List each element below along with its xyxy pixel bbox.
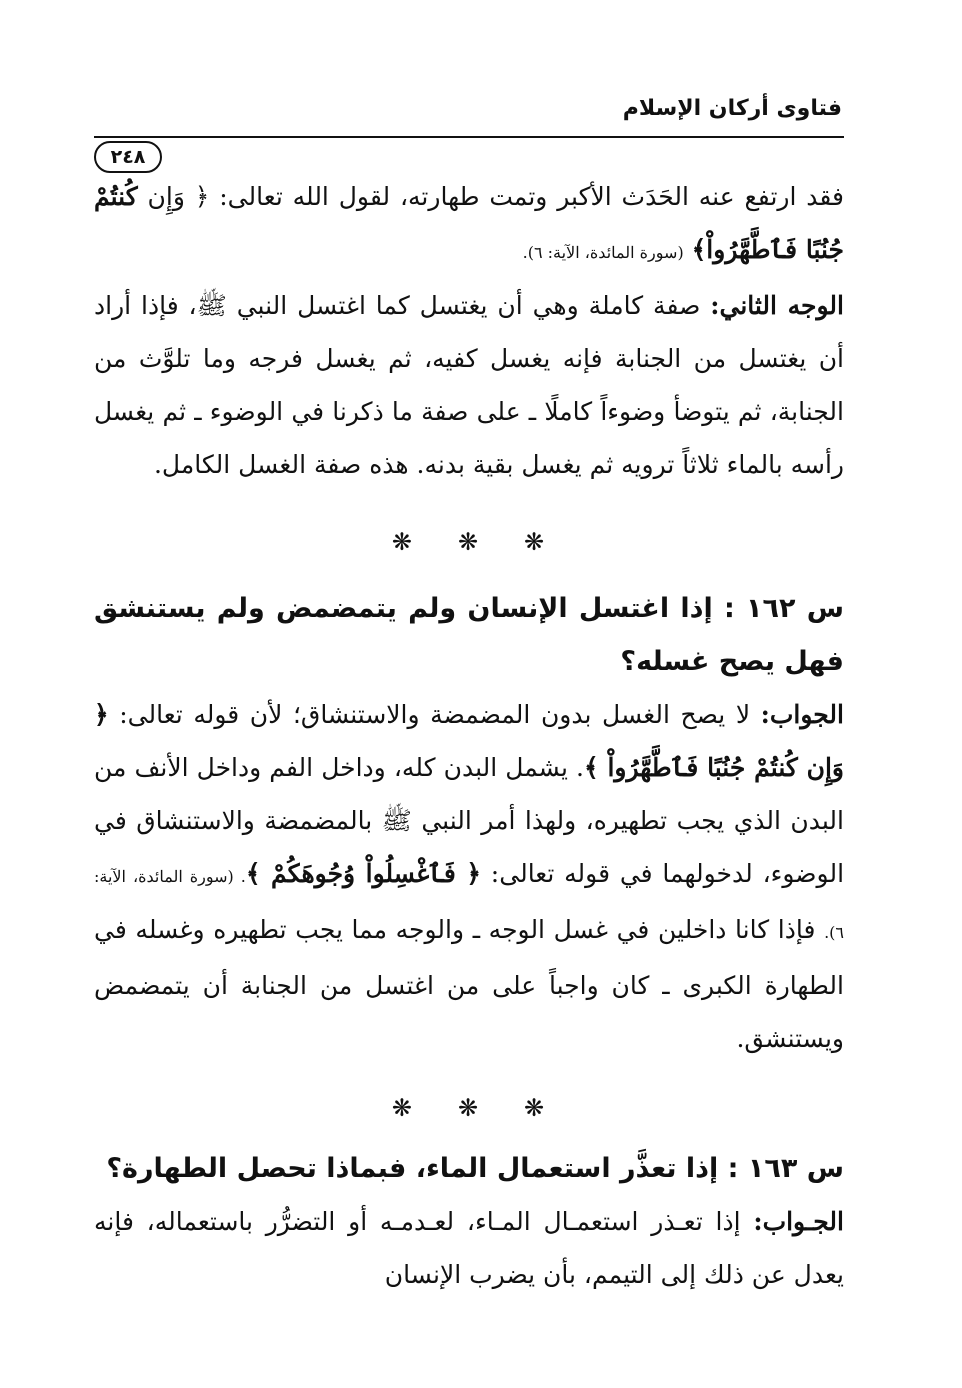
question-number: ١٦٣: [747, 1153, 798, 1184]
page-number: ٢٤٨: [94, 141, 162, 173]
paragraph-1: [94, 170, 844, 279]
divider-star: ❋: [524, 1094, 547, 1122]
verse-citation: (سورة المائدة، الآية: ٦).: [522, 243, 684, 262]
answer-paragraph: [94, 688, 844, 1065]
divider-star: ❋: [524, 528, 547, 556]
answer-paragraph: [94, 1195, 844, 1301]
answer-label: الجـواب:: [753, 1207, 844, 1236]
paragraph-1-text: فقد ارتفع عنه الحَدَث الأكبر وتمت طهارته، لقول الله تعالى: ﴿ وَإِن: [147, 182, 844, 211]
answer-text: فإذا كانا داخلين في غسل الوجه ـ والوجه مما يجب تطهيره وغسله في الطهارة الكبرى ـ كان واجباً على من اغتسل من الجنابة أن يتمضمض ويستنشق.: [94, 915, 844, 1053]
question-prefix: س: [806, 593, 844, 624]
quran-verse: ﴿ فَٱغْسِلُواْ وُجُوهَكُمْ ﴾: [245, 859, 481, 888]
divider-star: ❋: [457, 528, 481, 556]
divider-star: ❋: [391, 528, 414, 556]
quran-verse: كُنتُمْ جُنُبًا فَٱطَّهَّرُواْ﴾: [94, 182, 844, 264]
question-prefix: س: [806, 1153, 844, 1184]
answer-label: الجواب:: [760, 700, 844, 729]
question-text: إذا تعذَّر استعمال الماء، فبماذا تحصل الطهارة؟: [106, 1153, 719, 1184]
question-text: إذا اغتسل الإنسان ولم يتمضمض ولم يستنشق فهل يصح غسله؟: [94, 593, 844, 677]
answer-text: إذا تعـذر استعمـال المـاء، لعـدمـه أو التضرُّر باستعماله، فإنه يعدل عن ذلك إلى التيمم، بأن يضرب الإنسان: [94, 1207, 844, 1289]
paragraph-2: [94, 279, 844, 491]
question-heading: س ١٦٣ : إذا تعذَّر استعمال الماء، فبماذا تحصل الطهارة؟: [106, 1153, 844, 1184]
running-header-title: فتاوى أركان الإسلام: [622, 96, 842, 121]
question-number: ١٦٢: [746, 593, 796, 624]
section-1: [94, 170, 844, 491]
divider-star: ❋: [457, 1094, 481, 1122]
quran-verse: ﴿ وَإِن كُنتُمْ جُنُبًا فَٱطَّهَّرُواْ ﴾: [94, 700, 844, 782]
header-rule: [94, 136, 844, 138]
divider-star: ❋: [391, 1094, 414, 1122]
question-162: [94, 582, 844, 1065]
section-divider: [94, 528, 844, 556]
section-divider: [94, 1094, 844, 1122]
verse-citation: . (سورة المائدة، الآية: ٦).: [94, 867, 844, 942]
paragraph-2-text: صفة كاملة وهي أن يغتسل كما اغتسل النبي ﷺ، فإذا أراد أن يغتسل من الجنابة فإنه يغسل كفيه، ثم يغسل فرجه وما تلوَّث من الجنابة، ثم يتوضأ وضوءاً كاملًا ـ على صفة ما ذكرنا في الوضوء ـ ثم يغسل رأسه بالماء ثلاثاً ترويه ثم يغسل بقية بدنه. هذه صفة الغسل الكامل.: [94, 291, 844, 479]
answer-text: . يشمل البدن كله، وداخل الفم وداخل الأنف من البدن الذي يجب تطهيره، ولهذا أمر النبي ﷺ بالمضمضة والاستنشاق في الوضوء، لدخولهما في قوله تعالى:: [94, 753, 845, 888]
question-163: [94, 1142, 844, 1301]
question-heading: س ١٦٢ : إذا اغتسل الإنسان ولم يتمضمض ولم يستنشق فهل يصح غسله؟: [94, 593, 844, 677]
paragraph-label: الوجه الثاني:: [710, 291, 844, 320]
answer-text: لا يصح الغسل بدون المضمضة والاستنشاق؛ لأن قوله تعالى:: [108, 700, 761, 729]
